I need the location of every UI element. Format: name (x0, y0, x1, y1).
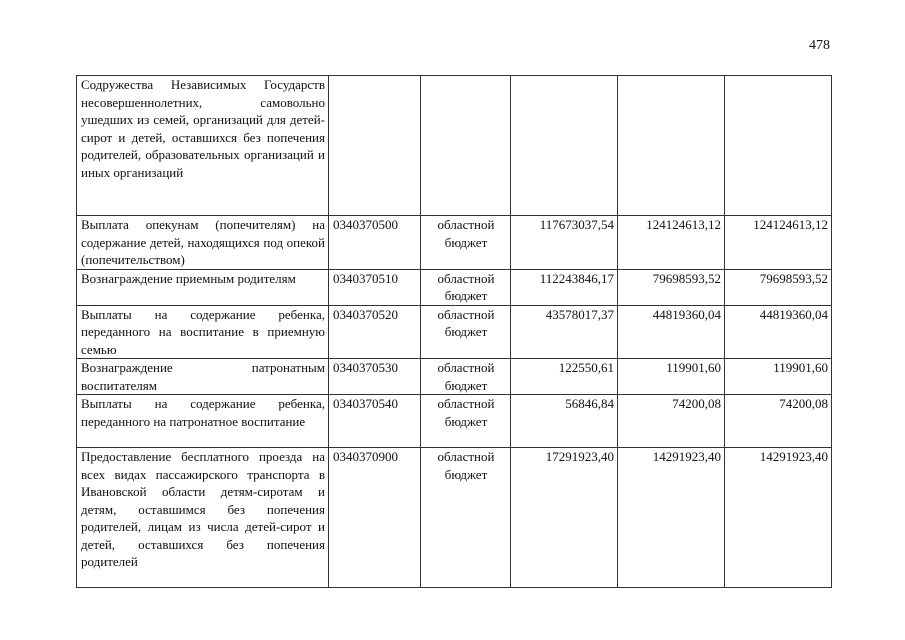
table-row (77, 216, 832, 270)
page-number: 478 (809, 38, 830, 53)
row-value-1: 56846,84 (511, 395, 618, 448)
row-value-1 (511, 76, 618, 216)
row-value-1: 43578017,37 (511, 305, 618, 359)
row-value-1: 112243846,17 (511, 269, 618, 305)
row-code (329, 76, 421, 216)
row-value-3: 119901,60 (725, 359, 832, 395)
row-value-3: 79698593,52 (725, 269, 832, 305)
row-code: 0340370520 (329, 305, 421, 359)
row-source: областной бюджет (421, 269, 511, 305)
row-name: Вознаграждение патронатным воспитателям (77, 359, 329, 395)
row-name: Предоставление бесплатного проезда на всех видах пассажирского транспорта в Ивановской области детям-сиротам и детям, оставшимся без попечения родителей, лицам из числа детей-сирот и детей, оставшихся без попечения родителей (77, 448, 329, 588)
row-code: 0340370510 (329, 269, 421, 305)
table-row (77, 305, 832, 359)
row-value-2: 44819360,04 (618, 305, 725, 359)
row-value-2 (618, 76, 725, 216)
row-value-2: 124124613,12 (618, 216, 725, 270)
row-source: областной бюджет (421, 448, 511, 588)
table-row (77, 76, 832, 216)
row-code: 0340370540 (329, 395, 421, 448)
row-value-2: 119901,60 (618, 359, 725, 395)
table-row (77, 359, 832, 395)
row-value-3: 14291923,40 (725, 448, 832, 588)
row-name: Выплаты на содержание ребенка, переданного на патронатное воспитание (77, 395, 329, 448)
row-name: Выплата опекунам (попечителям) на содержание детей, находящихся под опекой (попечительством) (77, 216, 329, 270)
row-value-1: 122550,61 (511, 359, 618, 395)
table-row (77, 395, 832, 448)
row-value-3 (725, 76, 832, 216)
row-source: областной бюджет (421, 305, 511, 359)
row-value-2: 74200,08 (618, 395, 725, 448)
row-source: областной бюджет (421, 216, 511, 270)
table-row (77, 448, 832, 588)
row-value-3: 124124613,12 (725, 216, 832, 270)
table-row (77, 269, 832, 305)
row-value-3: 44819360,04 (725, 305, 832, 359)
budget-table (76, 75, 832, 588)
row-value-2: 14291923,40 (618, 448, 725, 588)
row-source: областной бюджет (421, 359, 511, 395)
row-value-1: 17291923,40 (511, 448, 618, 588)
row-code: 0340370500 (329, 216, 421, 270)
row-code: 0340370900 (329, 448, 421, 588)
budget-table-body (77, 76, 832, 588)
row-name: Содружества Независимых Государств несовершеннолетних, самовольно ушедших из семей, организаций для детей-сирот и детей, оставшихся без попечения родителей, образовательных организаций и иных организаций (77, 76, 329, 216)
row-value-1: 117673037,54 (511, 216, 618, 270)
row-source: областной бюджет (421, 395, 511, 448)
row-value-2: 79698593,52 (618, 269, 725, 305)
row-name: Выплаты на содержание ребенка, переданного на воспитание в приемную семью (77, 305, 329, 359)
row-source (421, 76, 511, 216)
row-name: Вознаграждение приемным родителям (77, 269, 329, 305)
row-code: 0340370530 (329, 359, 421, 395)
row-value-3: 74200,08 (725, 395, 832, 448)
